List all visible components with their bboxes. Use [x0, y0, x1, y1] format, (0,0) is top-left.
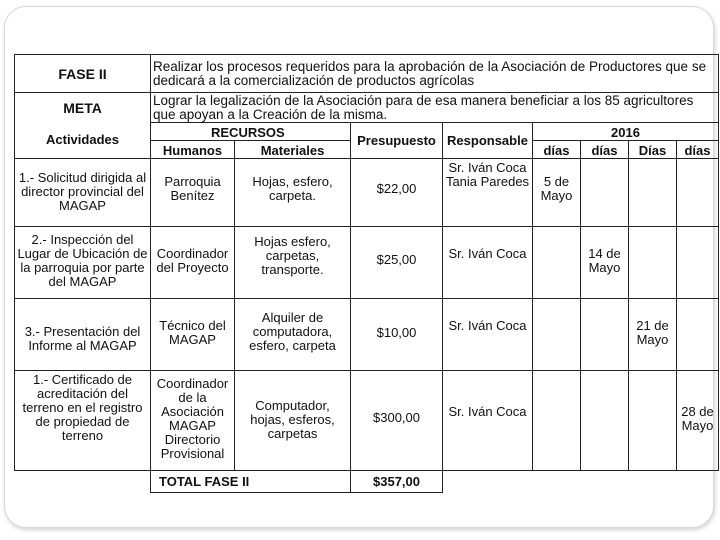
- fase-label: FASE II: [15, 55, 151, 93]
- fase-description: Realizar los procesos requeridos para la aprobación de la Asociación de Productores que se dedicará a la comercialización de productos agrícolas: [151, 55, 719, 93]
- actividad-cell: 1.- Certificado de acreditación del terreno en el registro de propiedad de terreno: [15, 371, 151, 471]
- table-row: [15, 227, 719, 299]
- dias-cell: 21 de Mayo: [629, 299, 677, 371]
- dias-header-1: días: [533, 141, 581, 159]
- responsable-cell: Sr. Iván Coca: [443, 227, 533, 299]
- dias-cell: [677, 227, 719, 299]
- recursos-header: RECURSOS: [151, 123, 351, 141]
- materiales-cell: Alquiler de computadora, esfero, carpeta: [235, 299, 351, 371]
- dias-cell: [581, 299, 629, 371]
- year-header: 2016: [533, 123, 719, 141]
- dias-header-4: días: [677, 141, 719, 159]
- humanos-header: Humanos: [151, 141, 235, 159]
- dias-cell: [677, 299, 719, 371]
- humanos-cell: Técnico del MAGAP: [151, 299, 235, 371]
- header-row-1: [15, 123, 719, 141]
- actividades-header: Actividades: [15, 123, 151, 159]
- dias-cell: 14 de Mayo: [581, 227, 629, 299]
- fase-row: [15, 55, 719, 93]
- dias-cell: 28 de Mayo: [677, 371, 719, 471]
- dias-cell: [533, 299, 581, 371]
- dias-cell: [629, 227, 677, 299]
- dias-cell: [629, 159, 677, 227]
- materiales-header: Materiales: [235, 141, 351, 159]
- meta-label: META: [15, 93, 151, 123]
- total-row: [15, 471, 719, 493]
- table-row: [15, 159, 719, 227]
- materiales-cell: Hojas esfero, carpetas, transporte.: [235, 227, 351, 299]
- humanos-cell: Coordinador del Proyecto: [151, 227, 235, 299]
- dias-cell: [533, 227, 581, 299]
- presupuesto-cell: $22,00: [351, 159, 443, 227]
- actividad-cell: 2.- Inspección del Lugar de Ubicación de la parroquia por parte del MAGAP: [15, 227, 151, 299]
- table-row: [15, 299, 719, 371]
- materiales-cell: Hojas, esfero, carpeta.: [235, 159, 351, 227]
- fase-table: [14, 54, 719, 493]
- dias-cell: [629, 371, 677, 471]
- responsable-cell: Sr. Iván Coca: [443, 299, 533, 371]
- presupuesto-header: Presupuesto: [351, 123, 443, 159]
- total-label: TOTAL FASE II: [151, 471, 351, 493]
- meta-row: [15, 93, 719, 123]
- total-value: $357,00: [351, 471, 443, 493]
- meta-description: Lograr la legalización de la Asociación para de esa manera beneficiar a los 85 agricultores que apoyan a la Creación de la misma.: [151, 93, 719, 123]
- dias-header-2: días: [581, 141, 629, 159]
- dias-header-3: Días: [629, 141, 677, 159]
- presupuesto-cell: $10,00: [351, 299, 443, 371]
- dias-cell: [533, 371, 581, 471]
- actividad-cell: 1.- Solicitud dirigida al director provincial del MAGAP: [15, 159, 151, 227]
- materiales-cell: Computador, hojas, esferos, carpetas: [235, 371, 351, 471]
- dias-cell: 5 de Mayo: [533, 159, 581, 227]
- dias-cell: [581, 371, 629, 471]
- responsable-cell: Sr. Iván Coca: [443, 371, 533, 471]
- responsable-header: Responsable: [443, 123, 533, 159]
- presupuesto-cell: $300,00: [351, 371, 443, 471]
- humanos-cell: Coordinador de la Asociación MAGAP Directorio Provisional: [151, 371, 235, 471]
- presupuesto-cell: $25,00: [351, 227, 443, 299]
- responsable-cell: Sr. Iván Coca Tania Paredes: [443, 159, 533, 227]
- dias-cell: [677, 159, 719, 227]
- actividad-cell: 3.- Presentación del Informe al MAGAP: [15, 299, 151, 371]
- dias-cell: [581, 159, 629, 227]
- humanos-cell: Parroquia Benítez: [151, 159, 235, 227]
- table-row: [15, 371, 719, 471]
